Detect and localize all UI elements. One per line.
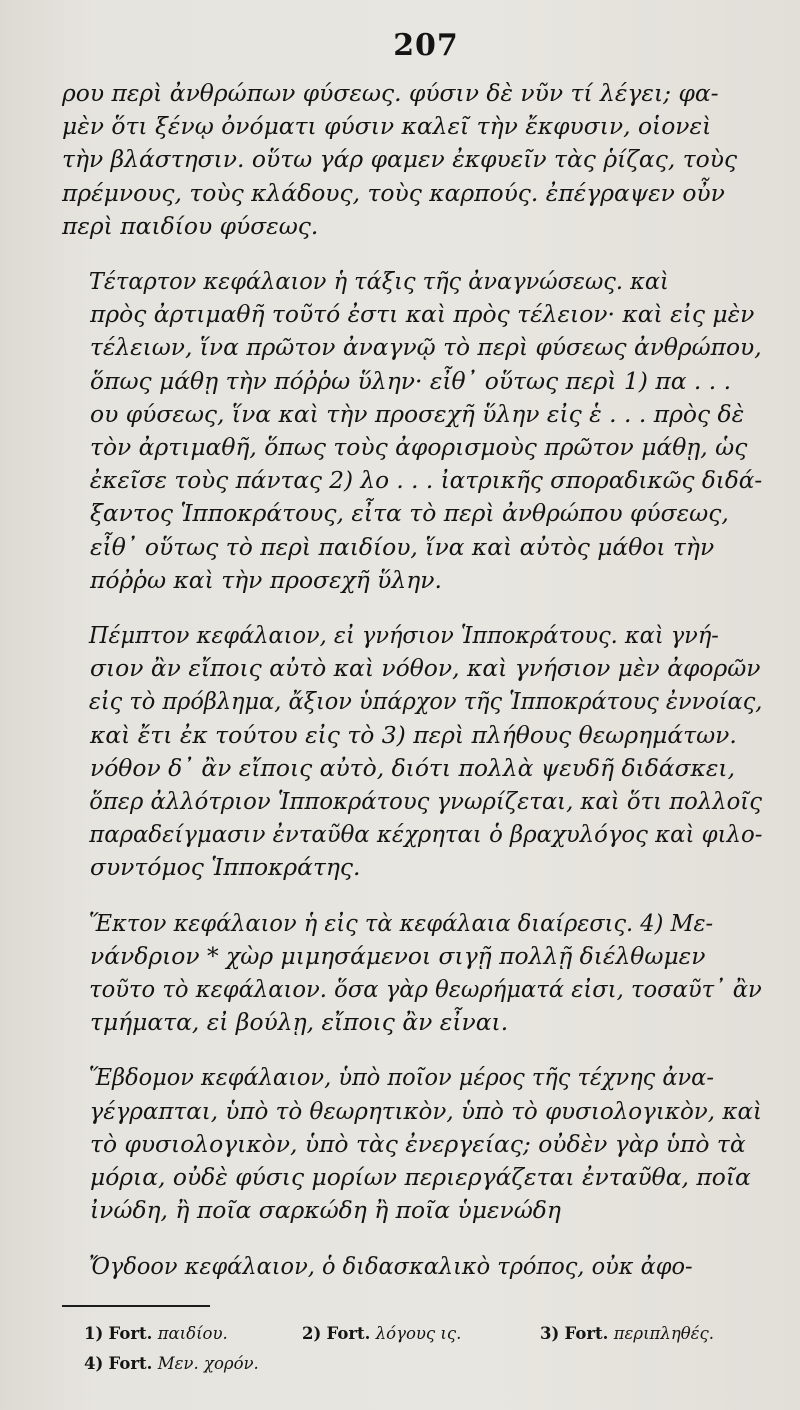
paragraph [62,1061,762,1227]
text-line: Ἕβδομον κεφάλαιον, ὑπὸ ποῖον μέρος τῆς τέχνης ἀνα- [88,1063,714,1092]
text-line: τὴν βλάστησιν. οὕτω γάρ φαμεν ἐκφυεῖν τὰς ῥίζας, τοὺς [62,145,738,174]
text-line: ρου περὶ ἀνθρώπων φύσεως. φύσιν δὲ νῦν τί λέγει; φα- [62,79,719,107]
footnote-marker: 4) [84,1353,104,1373]
text-line: ου φύσεως, ἵνα καὶ τὴν προσεχῆ ὕλην εἰς ἑ . . . πρὸς δὲ [90,399,745,428]
body-text [62,77,762,1283]
footnote-text: παιδίου. [157,1323,228,1343]
text-line: εἰς τὸ πρόβλημα, ἄξιον ὑπάρχον τῆς Ἱπποκράτους ἐννοίας, [88,687,763,716]
footnote-text: Μεν. χορόν. [157,1353,259,1373]
footnote-line [62,1349,762,1379]
text-line: ὅπερ ἀλλότριον Ἱπποκράτους γνωρίζεται, καὶ ὅτι πολλοῖς [89,787,762,816]
text-line: εἶθ᾽ οὕτως τὸ περὶ παιδίου, ἵνα καὶ αὐτὸς μάθοι τὴν [90,532,715,561]
text-line: πρέμνους, τοὺς κλάδους, τοὺς καρπούς. ἐπέγραψεν οὖν [62,178,725,207]
text-line: μόρια, οὐδὲ φύσις μορίων περιεργάζεται ἐνταῦθα, ποῖα [90,1163,751,1192]
footnote-marker: 2) [302,1323,322,1343]
text-line: πρὸς ἀρτιμαθῆ τοῦτό ἐστι καὶ πρὸς τέλειον· καὶ εἰς μὲν [90,300,755,329]
footnote-abbr: Fort. [108,1353,153,1373]
text-line: ξαντος Ἱπποκράτους, εἶτα τὸ περὶ ἀνθρώπου φύσεως, [90,499,729,528]
paragraph [62,265,762,597]
footnote-text: περιπληθές. [613,1323,715,1343]
text-line: τέλειων, ἵνα πρῶτον ἀναγνῷ τὸ περὶ φύσεως ἀνθρώπου, [89,333,762,362]
footnote-text: λόγους ις. [375,1323,462,1343]
footnote-2 [302,1319,540,1349]
text-line: παραδείγμασιν ἐνταῦθα κέχρηται ὁ βραχυλόγος καὶ φιλο- [89,820,763,849]
text-line: τοῦτο τὸ κεφάλαιον. ὅσα γὰρ θεωρήματά εἰσι, τοσαῦτ᾽ ἂν [89,975,762,1004]
text-line: γέγραπται, ὑπὸ τὸ θεωρητικὸν, ὑπὸ τὸ φυσιολογικὸν, καὶ [89,1096,763,1125]
footnote-abbr: Fort. [108,1323,153,1343]
footnote-abbr: Fort. [564,1323,609,1343]
text-line: τὸ φυσιολογικὸν, ὑπὸ τὰς ἐνεργείας; οὐδὲν γὰρ ὑπὸ τὰ [90,1129,746,1158]
footnotes [62,1319,762,1379]
text-line: ὅπως μάθῃ τὴν πόῤῥω ὕλην· εἶθ᾽ οὕτως περὶ 1) πα . . . [90,366,732,395]
text-line: τὸν ἀρτιμαθῆ, ὅπως τοὺς ἀφορισμοὺς πρῶτον μάθῃ, ὡς [90,433,748,462]
footnote-marker: 3) [540,1323,560,1343]
footnote-4 [62,1349,302,1379]
text-line: ἰνώδη, ἢ ποῖα σαρκώδη ἢ ποῖα ὑμενώδη [90,1196,561,1225]
text-line: νόθον δ᾽ ἂν εἴποις αὐτὸ, διότι πολλὰ ψευδῆ διδάσκει, [90,753,736,782]
text-line: ἐκεῖσε τοὺς πάντας 2) λο . . . ἰατρικῆς σποραδικῶς διδά- [89,466,763,495]
text-line: συντόμος Ἱπποκράτης. [90,853,361,882]
paragraph [62,907,762,1040]
text-line: σιον ἂν εἴποις αὐτὸ καὶ νόθον, καὶ γνήσιον μὲν ἀφορῶν [90,654,761,683]
text-line: Τέταρτον κεφάλαιον ἡ τάξις τῆς ἀναγνώσεως. καὶ [88,267,669,296]
footnote-1 [62,1319,302,1349]
paragraph [62,1250,762,1283]
text-line: Ἕκτον κεφάλαιον ἡ εἰς τὰ κεφάλαια διαίρεσις. 4) Με- [88,908,714,937]
page-number: 207 [393,28,459,63]
paragraph [62,77,762,243]
text-line: καὶ ἔτι ἐκ τούτου εἰς τὸ 3) περὶ πλήθους θεωρημάτων. [90,720,737,749]
text-line: μὲν ὅτι ξένῳ ὀνόματι φύσιν καλεῖ τὴν ἔκφυσιν, οἱονεὶ [62,112,712,141]
footnote-line [62,1319,762,1349]
text-line: Πέμπτον κεφάλαιον, εἰ γνήσιον Ἱπποκράτους. καὶ γνή- [88,621,719,650]
text-line: τμήματα, εἰ βούλῃ, εἴποις ἂν εἶναι. [90,1008,509,1037]
paragraph [62,619,762,885]
footnote-rule [62,1305,210,1307]
text-line: περὶ παιδίου φύσεως. [62,211,319,240]
footnote-marker: 1) [84,1323,104,1343]
footnote-3 [540,1319,714,1349]
footnote-abbr: Fort. [326,1323,371,1343]
text-line: πόῤῥω καὶ τὴν προσεχῆ ὕλην. [90,565,442,594]
text-line: Ὄγδοον κεφάλαιον, ὁ διδασκαλικὸ τρόπος, οὐκ ἀφο- [88,1251,693,1280]
text-line: νάνδριον * χὼρ μιμησάμενοι σιγῇ πολλῇ διέλθωμεν [90,941,706,970]
